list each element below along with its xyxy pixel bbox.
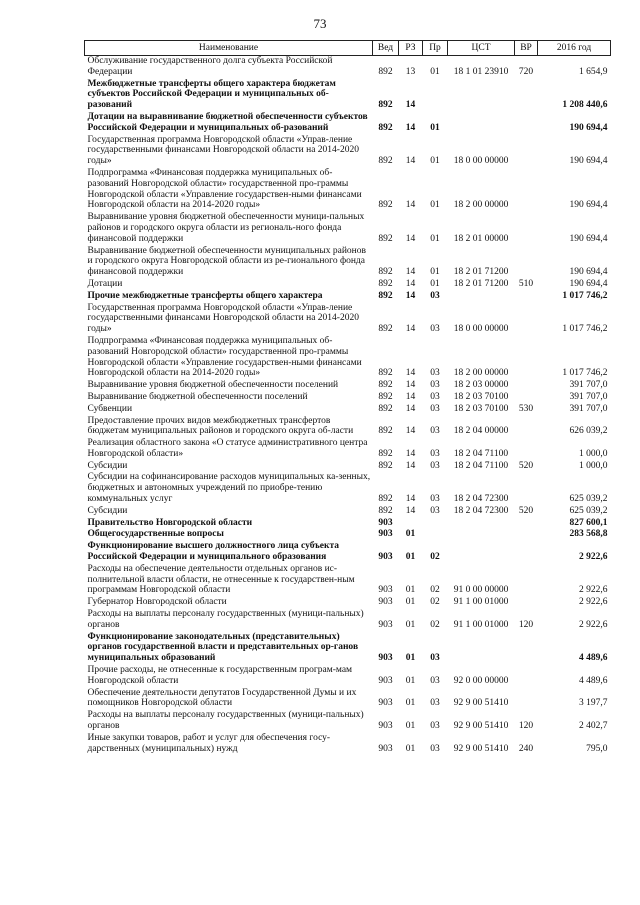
cell-ved: 903 xyxy=(378,675,393,686)
cell-ved: 903 xyxy=(378,698,393,709)
cell-pr: 02 xyxy=(430,597,440,608)
cell-name: Дотации на выравнивание бюджетной обеспеченности субъектов Российской Федерации и муниципальных об-разований xyxy=(87,111,368,133)
cell-pr: 03 xyxy=(430,426,440,437)
cell-name: Подпрограмма «Финансовая поддержка муниципальных об-разований Новгородской области» государственной про-граммы Новгородской области «Управление государствен-ными финансами Новгородской области на 2014-2020 годы» xyxy=(87,167,362,211)
cell-sum: 391 707,0 xyxy=(569,391,608,402)
cell-cst xyxy=(448,541,515,564)
header-cst: ЦСТ xyxy=(448,41,515,56)
cell-cst: 18 2 00 00000 xyxy=(453,368,509,379)
table-header xyxy=(85,41,611,56)
cell-rz: 01 xyxy=(405,721,416,732)
cell-ved: 903 xyxy=(378,721,393,732)
cell-ved: 903 xyxy=(378,585,393,596)
table-row xyxy=(85,710,611,733)
cell-name: Правительство Новгородской области xyxy=(87,517,253,528)
cell-ved: 892 xyxy=(378,494,393,505)
cell-vr: 720 xyxy=(518,66,534,77)
cell-pr: 03 xyxy=(430,505,440,516)
cell-pr: 03 xyxy=(430,380,440,391)
cell-ved: 892 xyxy=(378,290,393,301)
cell-sum: 391 707,0 xyxy=(569,403,608,414)
cell-name: Обеспечение деятельности депутатов Государственной Думы и их помощников Новгородской области xyxy=(87,687,357,709)
table-row xyxy=(85,112,611,135)
cell-name: Предоставление прочих видов межбюджетных трансфертов бюджетам муниципальных районов и городского округа об-ласти xyxy=(87,415,354,437)
cell-pr xyxy=(423,79,448,112)
cell-name: Выравнивание бюджетной обеспеченности поселений xyxy=(87,391,308,402)
cell-vr xyxy=(515,529,538,541)
cell-pr: 01 xyxy=(430,200,440,211)
cell-name: Подпрограмма «Финансовая поддержка муниципальных об-разований Новгородской области» государственной про-граммы Новгородской области «Управление государствен-ными финансами Новгородской области на 2014-2020 годы» xyxy=(87,335,362,379)
table-row xyxy=(85,541,611,564)
cell-name: Функционирование законодательных (представительных) органов государственной власти и представительных ор-ганов муниципальных образований xyxy=(87,631,359,664)
cell-rz: 14 xyxy=(405,505,416,516)
cell-pr: 01 xyxy=(430,267,440,278)
cell-vr xyxy=(515,518,538,530)
cell-rz: 01 xyxy=(405,675,416,686)
table-row xyxy=(85,168,611,212)
cell-cst xyxy=(448,112,515,135)
cell-rz: 14 xyxy=(405,403,416,414)
cell-cst: 92 9 00 51410 xyxy=(453,698,509,709)
header-pr: Пр xyxy=(423,41,448,56)
table-row xyxy=(85,506,611,518)
cell-cst: 18 0 00 00000 xyxy=(453,324,509,335)
cell-pr: 03 xyxy=(430,698,440,709)
cell-ved: 892 xyxy=(378,233,393,244)
cell-pr: 03 xyxy=(430,324,440,335)
cell-sum: 625 039,2 xyxy=(569,505,608,516)
table-row xyxy=(85,291,611,303)
cell-name: Субсидии xyxy=(87,505,128,516)
cell-vr xyxy=(515,212,538,245)
cell-rz: 14 xyxy=(405,200,416,211)
cell-cst: 92 0 00 00000 xyxy=(453,675,509,686)
cell-pr: 03 xyxy=(430,368,440,379)
cell-name: Субсидии xyxy=(87,460,128,471)
cell-name: Иные закупки товаров, работ и услуг для обеспечения госу-дарственных (муниципальных) нужд xyxy=(87,732,331,754)
table-row xyxy=(85,438,611,461)
table-row xyxy=(85,404,611,416)
cell-ved: 892 xyxy=(378,460,393,471)
cell-rz: 14 xyxy=(405,278,416,289)
cell-vr xyxy=(515,392,538,404)
cell-rz: 14 xyxy=(405,426,416,437)
cell-sum: 625 039,2 xyxy=(569,494,608,505)
cell-cst: 18 2 04 71100 xyxy=(453,448,509,459)
cell-name: Государственная программа Новгородской области «Управ-ление государственными финансами Новгородской области на 2014-2020 годы» xyxy=(87,302,359,335)
cell-sum: 1 208 440,6 xyxy=(562,100,608,111)
cell-ved: 892 xyxy=(378,380,393,391)
cell-vr xyxy=(515,291,538,303)
cell-pr: 03 xyxy=(430,460,440,471)
cell-sum: 626 039,2 xyxy=(569,426,608,437)
cell-rz: 14 xyxy=(405,290,416,301)
cell-ved: 903 xyxy=(378,597,393,608)
cell-sum: 190 694,4 xyxy=(569,233,608,244)
cell-vr: 120 xyxy=(518,619,534,630)
cell-sum: 190 694,4 xyxy=(569,122,608,133)
cell-rz: 14 xyxy=(405,156,416,167)
cell-sum: 190 694,4 xyxy=(569,267,608,278)
cell-rz: 13 xyxy=(405,66,416,77)
budget-table xyxy=(84,40,611,755)
cell-rz: 14 xyxy=(405,494,416,505)
cell-rz: 01 xyxy=(405,552,416,563)
cell-sum: 2 402,7 xyxy=(579,721,608,732)
cell-ved: 903 xyxy=(378,552,393,563)
cell-cst: 92 9 00 51410 xyxy=(453,743,509,754)
cell-rz: 14 xyxy=(405,267,416,278)
cell-sum: 1 017 746,2 xyxy=(562,290,608,301)
table-row xyxy=(85,472,611,505)
cell-cst: 91 1 00 01000 xyxy=(453,619,509,630)
cell-pr: 01 xyxy=(430,233,440,244)
cell-rz: 14 xyxy=(405,460,416,471)
cell-ved: 892 xyxy=(378,505,393,516)
cell-cst: 92 9 00 51410 xyxy=(453,721,509,732)
cell-sum: 391 707,0 xyxy=(569,380,608,391)
cell-sum: 1 000,0 xyxy=(579,460,608,471)
table-row xyxy=(85,212,611,245)
cell-vr xyxy=(515,632,538,665)
cell-vr xyxy=(515,597,538,609)
cell-name: Выравнивание уровня бюджетной обеспеченности поселений xyxy=(87,380,339,391)
cell-sum: 1 017 746,2 xyxy=(562,368,608,379)
cell-vr: 530 xyxy=(518,403,534,414)
cell-rz: 01 xyxy=(405,585,416,596)
cell-pr: 02 xyxy=(430,552,440,563)
cell-cst: 18 2 04 00000 xyxy=(453,426,509,437)
cell-name: Общегосударственные вопросы xyxy=(87,529,224,540)
header-rz: РЗ xyxy=(399,41,423,56)
cell-pr: 03 xyxy=(430,391,440,402)
cell-ved: 903 xyxy=(378,619,393,630)
cell-sum: 1 000,0 xyxy=(579,448,608,459)
cell-cst: 18 2 03 70100 xyxy=(453,391,509,402)
cell-ved: 892 xyxy=(378,156,393,167)
cell-name: Выравнивание уровня бюджетной обеспеченности муници-пальных районов и городского округа области из региональ-ного фонда финансовой поддержки xyxy=(87,212,365,244)
cell-name: Функционирование высшего должностного лица субъекта Российской Федерации и муниципального образования xyxy=(87,541,339,563)
cell-rz: 01 xyxy=(405,529,416,540)
cell-cst: 18 2 01 71200 xyxy=(453,278,509,289)
cell-name: Реализация областного закона «О статусе административного центра Новгородской области» xyxy=(87,438,368,459)
cell-name: Губернатор Новгородской области xyxy=(87,597,227,608)
cell-vr xyxy=(515,135,538,168)
cell-vr: 520 xyxy=(518,505,534,516)
cell-ved: 892 xyxy=(378,403,393,414)
cell-sum: 190 694,4 xyxy=(569,200,608,211)
cell-name: Расходы на обеспечение деятельности отдельных органов ис-полнительной власти области, не отнесенные к государствен-ным программам Новгородской области xyxy=(87,563,355,596)
cell-rz: 01 xyxy=(405,653,416,664)
table-row xyxy=(85,416,611,439)
table-row xyxy=(85,529,611,541)
cell-rz: 14 xyxy=(405,233,416,244)
cell-rz xyxy=(399,518,423,530)
cell-sum: 827 600,1 xyxy=(569,517,608,528)
cell-ved: 903 xyxy=(378,517,393,528)
cell-vr xyxy=(515,564,538,597)
cell-name: Дотации xyxy=(87,278,123,289)
table-row xyxy=(85,279,611,291)
cell-name: Выравнивание бюджетной обеспеченности муниципальных районов и городского округа Новгородской области из ре-гионального фонда финансовой поддержки xyxy=(87,245,366,278)
cell-vr: 520 xyxy=(518,460,534,471)
cell-cst xyxy=(448,632,515,665)
cell-cst xyxy=(448,518,515,530)
cell-pr: 01 xyxy=(430,156,440,167)
header-vr: ВР xyxy=(515,41,538,56)
cell-cst: 18 2 01 00000 xyxy=(453,233,509,244)
cell-rz: 14 xyxy=(405,448,416,459)
cell-vr xyxy=(515,472,538,505)
cell-vr xyxy=(515,79,538,112)
table-row xyxy=(85,733,611,756)
cell-pr xyxy=(423,518,448,530)
cell-rz: 14 xyxy=(405,391,416,402)
table-row xyxy=(85,56,611,79)
cell-cst: 18 2 03 70100 xyxy=(453,403,509,414)
cell-pr xyxy=(423,529,448,541)
cell-pr: 01 xyxy=(430,66,440,77)
cell-name: Расходы на выплаты персоналу государственных (муници-пальных) органов xyxy=(87,609,364,630)
cell-cst: 18 2 00 00000 xyxy=(453,200,509,211)
cell-rz: 14 xyxy=(405,324,416,335)
cell-name: Прочие межбюджетные трансферты общего характера xyxy=(87,290,323,301)
cell-rz: 14 xyxy=(405,380,416,391)
table-row xyxy=(85,135,611,168)
cell-ved: 903 xyxy=(378,529,393,540)
cell-cst xyxy=(448,529,515,541)
cell-rz: 14 xyxy=(405,122,416,133)
cell-vr: 240 xyxy=(518,743,534,754)
header-name: Наименование xyxy=(85,41,373,56)
cell-ved: 903 xyxy=(378,743,393,754)
cell-sum: 1 654,9 xyxy=(579,66,608,77)
cell-ved: 892 xyxy=(378,368,393,379)
cell-vr xyxy=(515,336,538,380)
header-sum: 2016 год xyxy=(538,41,611,56)
cell-ved: 892 xyxy=(378,267,393,278)
cell-pr: 02 xyxy=(430,619,440,630)
cell-cst: 91 1 00 01000 xyxy=(453,597,509,608)
cell-rz: 01 xyxy=(405,619,416,630)
cell-cst xyxy=(448,291,515,303)
cell-name: Государственная программа Новгородской области «Управ-ление государственными финансами Новгородской области на 2014-2020 годы» xyxy=(87,134,359,167)
cell-ved: 892 xyxy=(378,448,393,459)
cell-rz: 01 xyxy=(405,743,416,754)
cell-pr: 03 xyxy=(430,675,440,686)
cell-pr: 03 xyxy=(430,448,440,459)
cell-pr: 01 xyxy=(430,122,440,133)
cell-vr xyxy=(515,246,538,279)
cell-pr: 03 xyxy=(430,494,440,505)
cell-vr xyxy=(515,112,538,135)
cell-cst: 18 2 03 00000 xyxy=(453,380,509,391)
cell-ved: 892 xyxy=(378,100,393,111)
table-row xyxy=(85,665,611,688)
cell-name: Межбюджетные трансферты общего характера бюджетам субъектов Российской Федерации и муниципальных об-разований xyxy=(87,78,336,111)
cell-rz: 14 xyxy=(405,368,416,379)
table-row xyxy=(85,246,611,279)
cell-pr: 03 xyxy=(430,290,440,301)
cell-cst: 18 0 00 00000 xyxy=(453,156,509,167)
header-ved: Вед xyxy=(373,41,399,56)
table-row xyxy=(85,597,611,609)
cell-pr: 01 xyxy=(430,278,440,289)
table-row xyxy=(85,303,611,336)
cell-ved: 892 xyxy=(378,324,393,335)
cell-name: Субсидии на софинансирование расходов муниципальных ка-зенных, бюджетных и автономных учреждений по приобре-тению коммунальных услуг xyxy=(87,472,371,505)
table-row xyxy=(85,632,611,665)
cell-ved: 892 xyxy=(378,66,393,77)
cell-vr: 120 xyxy=(518,721,534,732)
table-row xyxy=(85,609,611,632)
table-row xyxy=(85,336,611,380)
cell-rz: 01 xyxy=(405,597,416,608)
cell-ved: 892 xyxy=(378,426,393,437)
cell-cst: 18 2 04 71100 xyxy=(453,460,509,471)
cell-rz: 01 xyxy=(405,698,416,709)
table-row xyxy=(85,564,611,597)
cell-sum: 2 922,6 xyxy=(579,585,608,596)
cell-pr: 03 xyxy=(430,721,440,732)
cell-sum: 2 922,6 xyxy=(579,619,608,630)
cell-sum: 2 922,6 xyxy=(579,597,608,608)
cell-pr: 03 xyxy=(430,743,440,754)
cell-ved: 892 xyxy=(378,278,393,289)
cell-ved: 892 xyxy=(378,200,393,211)
page-number: 73 xyxy=(313,16,327,31)
cell-cst: 18 2 04 72300 xyxy=(453,505,509,516)
cell-vr xyxy=(515,380,538,392)
cell-ved: 892 xyxy=(378,391,393,402)
cell-pr: 02 xyxy=(430,585,440,596)
cell-cst: 18 2 04 72300 xyxy=(453,494,509,505)
cell-sum: 283 568,8 xyxy=(569,529,608,540)
cell-name: Прочие расходы, не отнесенные к государственным програм-мам Новгородской области xyxy=(87,665,353,686)
cell-vr: 510 xyxy=(518,278,534,289)
cell-sum: 1 017 746,2 xyxy=(562,324,608,335)
table-row xyxy=(85,392,611,404)
table-row xyxy=(85,380,611,392)
cell-vr xyxy=(515,688,538,711)
cell-vr xyxy=(515,303,538,336)
cell-cst: 18 1 01 23910 xyxy=(453,66,509,77)
cell-vr xyxy=(515,168,538,212)
cell-vr xyxy=(515,665,538,688)
cell-name: Субвенции xyxy=(87,403,133,414)
cell-cst xyxy=(448,79,515,112)
cell-sum: 795,0 xyxy=(586,743,608,754)
cell-ved: 903 xyxy=(378,653,393,664)
cell-sum: 190 694,4 xyxy=(569,156,608,167)
cell-sum: 4 489,6 xyxy=(579,653,608,664)
cell-vr xyxy=(515,541,538,564)
cell-vr xyxy=(515,416,538,439)
cell-name: Обслуживание государственного долга субъекта Российской Федерации xyxy=(87,56,333,77)
cell-ved: 892 xyxy=(378,122,393,133)
cell-name: Расходы на выплаты персоналу государственных (муници-пальных) органов xyxy=(87,710,364,732)
cell-rz: 14 xyxy=(405,100,416,111)
cell-cst: 18 2 01 71200 xyxy=(453,267,509,278)
table-row xyxy=(85,79,611,112)
cell-vr xyxy=(515,438,538,461)
table-row xyxy=(85,688,611,711)
table-body xyxy=(85,56,611,756)
table-row xyxy=(85,518,611,530)
table-row xyxy=(85,461,611,473)
cell-cst: 91 0 00 00000 xyxy=(453,585,509,596)
cell-sum: 190 694,4 xyxy=(569,278,608,289)
cell-sum: 4 489,6 xyxy=(579,675,608,686)
cell-pr: 03 xyxy=(430,653,440,664)
cell-sum: 2 922,6 xyxy=(579,552,608,563)
cell-sum: 3 197,7 xyxy=(579,698,608,709)
cell-pr: 03 xyxy=(430,403,440,414)
